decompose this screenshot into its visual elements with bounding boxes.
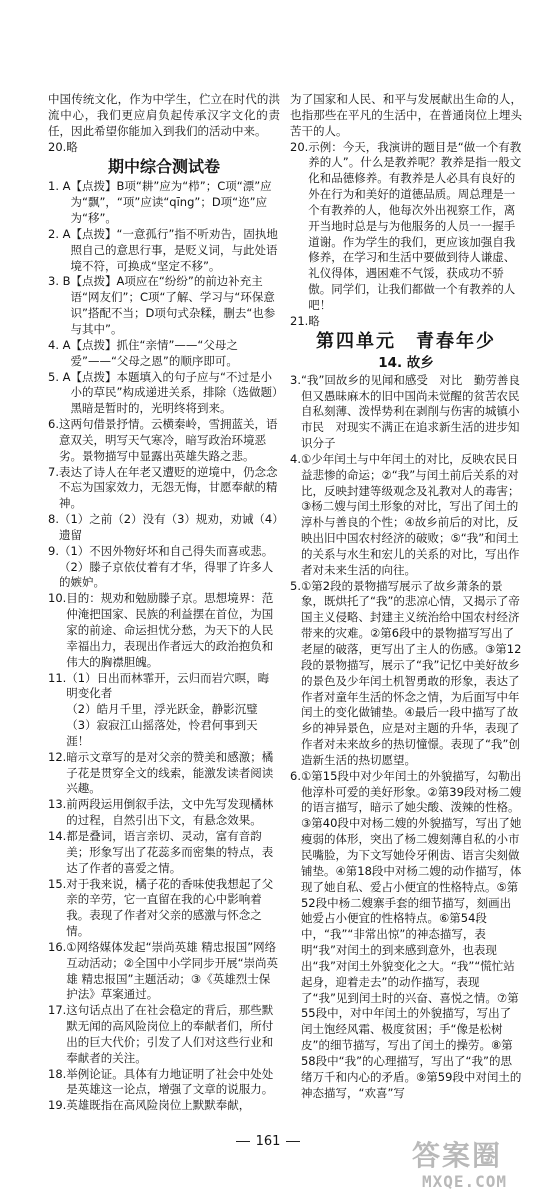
answer-number: 18. [48,1066,67,1081]
answer-number: 3. [290,372,301,387]
answer-number: 20. [290,139,309,154]
answer-item [290,452,522,579]
answer-item [48,750,280,798]
answer-text: 【点拨】本题填入的句子应与“不过是小小的草民”构成递进关系，排除（选做题）黑暗是暂时的，光明终将到来。 [70,369,278,416]
answer-number: 16. [48,939,67,954]
answer-text: 略 [66,139,78,154]
answer-text: 【点拨】B项“耕”应为“栉”；C项“漂”应为“飘”，“项”应读“qīng”；D项“迩”应为“移”。 [70,179,272,226]
answer-number: 2. A [48,226,71,241]
right-column [290,92,531,1101]
answer-number: 12. [48,749,67,764]
intro-paragraph: 中国传统文化，作为中学生，伫立在时代的洪流中心，我们更应肩负起传承汉字文化的责任，因此希望你能加入到我们的活动中来。 [48,92,280,138]
continued-paragraph: 为了国家和人民、和平与发展献出生命的人，也指那些在平凡的生活中，在普通岗位上埋头苦干的人。 [290,92,522,138]
answer-number: 4. [290,451,301,466]
answer-number: 13. [48,797,67,812]
page-number-text: 161 [255,1134,281,1149]
answer-text: 【点拨】A项应在“纷纷”的前边补充主语“网友们”；C项“了解、学习与“环保意识”搭配不当；D项句式杂糅，删去“也参与其中”。 [70,274,276,336]
answer-item-20 [48,140,280,156]
answer-number: 15. [48,876,67,891]
answer-text: 【点拨】抓住“亲情”——“父母之爱”——“父母之恩”的顺序即可。 [70,337,238,368]
answer-item [48,227,280,275]
answer-number: 21. [290,313,309,328]
answer-text: “我”回故乡的见闻和感受 对比 勤劳善良但又愚昧麻木的旧中国尚未觉醒的贫苦农民 自私刻薄、泼悍势利在剥削与伤害的城镇小市民 对现实不满正在追求新生活的进步知识分子 [300,372,531,451]
answer-item [48,1098,280,1114]
answer-text: 英雄既指在高风险岗位上默默奉献， [66,1098,251,1113]
answer-item [48,1003,280,1066]
answer-item [48,179,280,227]
answer-text: 对于我来说，橘子花的香味使我想起了父亲的辛劳，它一直留在我的心中影响着我。表现了作者对父亲的感激与怀念之情。 [66,876,274,939]
unit-title: 第四单元 青春年少 [316,330,496,352]
dash-left [236,1141,250,1142]
dash-right [286,1141,300,1142]
answer-item [48,417,280,465]
answer-number: 11. [48,670,67,685]
watermark-url: MXQE.COM [422,1172,508,1191]
answer-item [48,512,280,544]
answer-item-20-essay [290,140,522,314]
answer-text: ①少年闰土与中年闰土的对比，反映农民日益悲惨的命运；②“我”与闰土前后关系的对比，反映封建等级观念及礼教对人的毒害；③杨二嫂与闰土形象的对比，写出了闰土的淳朴与善良的个性；④故乡前后的对比，反映出旧中国农村经济的破败；⑤“我”和闰土的关系与水生和宏儿的关系的对比，写出作者对未来生活的向往。 [300,451,520,577]
answer-number: 20. [48,139,67,154]
answer-text: 都是叠词，语言亲切、灵动，富有音韵美；形象写出了花蕊多而密集的特点，表达了作者的喜爱之情。 [66,828,274,875]
answer-item [48,671,280,750]
watermark-logo-text: 答案圈 [412,1139,503,1172]
answer-text: 目的：规劝和勉励滕子京。思想境界：范仲淹把国家、民族的利益摆在首位，为国家的前途、命运担忧分愁，为天下的人民幸福出力，表现出作者远大的政治抱负和伟大的胸襟胆魄。 [66,591,274,669]
answer-item [290,769,522,1102]
answer-text: 暗示文章写的是对父亲的赞美和感激；橘子花是贯穿全文的线索，能激发读者阅读兴趣。 [66,749,274,796]
answer-item [48,338,280,370]
answer-item [48,1067,280,1099]
answer-text: （1）日出而林霏开，云归而岩穴暝，晦明变化者 （2）皓月千里，浮光跃金，静影沉璧 （3）寂寂江山摇落处，怜君何事到天涯！ [66,670,270,748]
answer-item [48,274,280,337]
answer-item [48,591,280,670]
answer-text: 示例：今天，我演讲的题目是“做一个有教养的人”。什么是教养呢？教养是指一般文化和品德修养。有教养是人必具有良好的外在行为和美好的道德品质。周总理是一个有教养的人，他每次外出视察工作，离开当地时总是与为他服务的人员一一握手道谢。作为学生的我们，更应该加强自我修养，在学习和生活中要做到待人谦虚、礼仪得体，遇困难不气馁，获成功不骄傲。同学们，让我们都做一个有教养的人吧！ [308,139,522,312]
answer-number: 9. [48,543,59,558]
left-column [48,92,280,1114]
right-answer-list [290,372,531,1102]
answer-item [48,877,280,940]
answer-item [290,372,531,452]
answer-text: 表达了诗人在年老又遭贬的逆境中，仍念念不忘为国家效力，无怨无悔，甘愿奉献的精神。 [58,464,278,511]
answer-number: 6. [48,417,59,432]
answer-item [48,370,280,418]
answer-number: 17. [48,1003,67,1018]
answer-item [48,465,280,513]
answer-text: ①第2段的景物描写展示了故乡萧条的景象，既烘托了“我”的悲凉心情，又揭示了帝国主义侵略、封建主义统治给中国农村经济带来的灾难。②第6段中的景物描写写出了老屋的破落，更写出了主人的伤感。③第12段的景物描写，展示了“我”记忆中美好故乡的景色及少年闰土机智勇敢的形象，表达了作者对童年生活的怀念之情，为后面写中年闰土的变化做铺垫。④最后一段中描写了故乡的神异景色，应是对主题的升华，表现了作者对未来故乡的热切憧憬。表现了“我”创造新生活的热切愿望。 [300,578,522,767]
answer-text: 【点拨】“一意孤行”指不听劝告，固执地照自己的意思行事，是贬义词，与此处语境不符，可换成“坚定不移”。 [70,226,278,273]
answer-text: （1）之前（2）没有（3）规劝，劝诫（4）遗留 [58,512,278,542]
answer-number: 19. [48,1098,67,1113]
answer-item [48,940,280,1003]
exam-title: 期中综合测试卷 [107,157,220,177]
answer-item-21 [290,314,522,330]
answer-text: 略 [308,313,320,328]
answer-number: 3. B [48,274,71,289]
site-watermark [404,1134,530,1196]
answer-text: 前两段运用倒叙手法，文中先写发现橘林的过程，自然引出下文，有悬念效果。 [66,797,274,828]
answer-item [48,829,280,877]
answer-number: 5. A [48,369,71,384]
answer-text: ①网络媒体发起“崇尚英雄 精忠报国”网络互动活动；②全国中小学同步开展“崇尚英雄 精忠报国”主题活动；③《英雄烈士保护法》草案通过。 [66,939,279,1002]
answer-number: 14. [48,828,67,843]
answer-number: 6. [290,768,301,783]
answer-number: 4. A [48,337,71,352]
answer-item [48,544,280,592]
lesson-title: 14. 故乡 [378,354,434,371]
left-answer-list [48,179,280,1114]
answer-text: 举例论证。具体有力地证明了社会中处处是英雄这一论点，增强了文章的说服力。 [66,1066,274,1097]
answer-text: 这两句借景抒情。云横秦岭，雪拥蓝关，语意双关，明写天气寒冷，暗写政治环境恶劣。景物描写中显露出英雄失路之悲。 [58,417,278,463]
answer-number: 5. [290,578,301,593]
answer-number: 8. [48,512,59,527]
answer-text: 这句话点出了在社会稳定的背后，那些默默无闻的高风险岗位上的奉献者们，所付出的巨大代价；引发了人们对这些行业和奉献者的关注。 [66,1003,274,1065]
answer-text: （1）不因外物好坏和自己得失而喜或悲。 （2）滕子京依仗着有才华，得罪了许多人的嫉妒。 [58,543,274,590]
answer-item [48,797,280,829]
answer-number: 1. A [48,179,71,194]
answer-text: ①第15段中对少年闰土的外貌描写，勾勒出他淳朴可爱的美好形象。②第39段对杨二嫂的语言描写，暗示了她尖酸、泼辣的性格。③第40段中对杨二嫂的外貌描写，写出了她瘦弱的体形，突出了杨二嫂刻薄自私的小市民嘴脸，为下文写她伶牙俐齿、语言尖刻做铺垫。④第18段中对杨二嫂的动作描写，体现了她自私、爱占小便宜的性格特点。⑤第52段中杨二嫂寨手套的细节描写，刻画出她爱占小便宜的性格特点。⑥第54段中，“我”“非常出惊”的神态描写，表明“我”对闰土的到来感到意外，也表现出“我”对闰土外貌变化之大。“我”“慌忙站起身，迎着走去”的动作描写，表现了“我”见到闰土时的兴奋、喜悦之情。⑦第55段中，对中年闰土的外貌描写，写出了闰土饱经风霜、极度贫困；手“像是松树皮”的细节描写，写出了闰土的操劳。⑧第58段中“我”的心理描写，写出了“我”的思绪万千和内心的矛盾。⑨第59段中对闰土的神态描写，“欢喜”写 [300,768,522,1100]
answer-item [290,579,522,769]
answer-number: 7. [48,464,59,479]
answer-number: 10. [48,591,67,606]
